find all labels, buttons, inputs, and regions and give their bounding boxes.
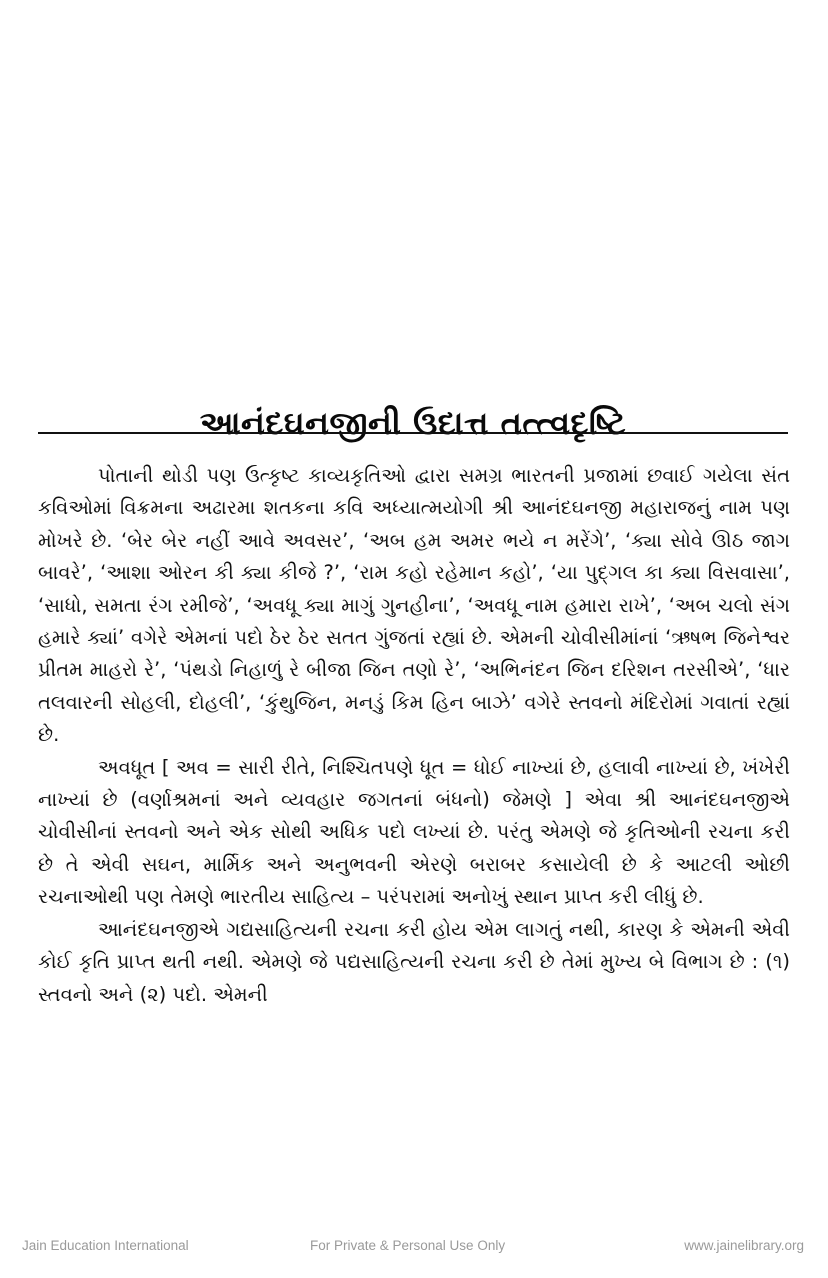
paragraph-works: આનંદઘનજીએ ગદ્યસાહિત્યની રચના કરી હોય એમ લાગતું નથી, કારણ કે એમની એવી કોઈ કૃતિ પ્રાપ્ત થતી નથી. એમણે જે પદ્યસાહિત્યની રચના કરી છે તેમાં મુખ્ય બે વિભાગ છે : (૧) સ્તવનો અને (૨) પદો. એમની	[38, 917, 790, 1006]
footer-website-link[interactable]: www.jainelibrary.org	[684, 1238, 804, 1253]
page-title: આનંદઘનજીની ઉદાત્ત તત્ત્વદૃષ્ટિ	[199, 404, 627, 443]
title-divider	[38, 432, 788, 434]
footer-publisher: Jain Education International	[22, 1238, 189, 1253]
paragraph-intro: પોતાની થોડી પણ ઉત્કૃષ્ટ કાવ્યકૃતિઓ દ્વારા સમગ્ર ભારતની પ્રજામાં છવાઈ ગયેલા સંત કવિઓમાં વિક્રમના અઢારમા શતકના કવિ અધ્યાત્મયોગી શ્રી આનંદઘનજી મહારાજનું નામ પણ મોખરે છે. ‘બેર બેર નહીં આવે અવસર’, ‘અબ હમ અમર ભયે ન મરેંગે’, ‘ક્યા સોવે ઊઠ જાગ બાવરે’, ‘આશા ઓરન કી ક્યા કીજે ?’, ‘રામ કહો રહેમાન કહો’, ‘યા પુદ્‌ગલ કા ક્યા વિસવાસા’, ‘સાધો, સમતા રંગ રમીજે’, ‘અવધૂ ક્યા માગું ગુનહીના’, ‘અવધૂ નામ હમારા રાખે’, ‘અબ ચલો સંગ હમારે ક્યાં’ વગેરે એમનાં પદો ઠેર ઠેર સતત ગુંજતાં રહ્યાં છે. એમની ચોવીસીમાંનાં ‘ઋષભ જિનેશ્વર પ્રીતમ માહરો રે’, ‘પંથડો નિહાળું રે બીજા જિન તણો રે’, ‘અભિનંદન જિન દરિશન તરસીએ’, ‘ધાર તલવારની સોહલી, દોહલી’, ‘કુંથુજિન, મનડું કિમ હિન બાઝે’ વગેરે સ્તવનો મંદિરોમાં ગવાતાં રહ્યાં છે.	[38, 464, 790, 747]
footer-usage-note: For Private & Personal Use Only	[310, 1238, 506, 1253]
article-body	[38, 460, 790, 1011]
page-footer	[0, 1238, 828, 1258]
paragraph-avadhut: અવધૂત [ અવ = સારી રીતે, નિશ્ચિતપણે ધૂત = ધોઈ નાખ્યાં છે, હલાવી નાખ્યાં છે, ખંખેરી નાખ્યાં છે (વર્ણાશ્રમનાં અને વ્યવહાર જગતનાં બંધનો) જેમણે ] એવા શ્રી આનંદઘનજીએ ચોવીસીનાં સ્તવનો અને એક સોથી અધિક પદો લખ્યાં છે. પરંતુ એમણે જે કૃતિઓની રચના કરી છે તે એવી સઘન, માર્મિક અને અનુભવની એરણે બરાબર કસાયેલી છે કે આટલી ઓછી રચનાઓથી પણ તેમણે ભારતીય સાહિત્ય – પરંપરામાં અનોખું સ્થાન પ્રાપ્ત કરી લીધું છે.	[38, 755, 790, 909]
